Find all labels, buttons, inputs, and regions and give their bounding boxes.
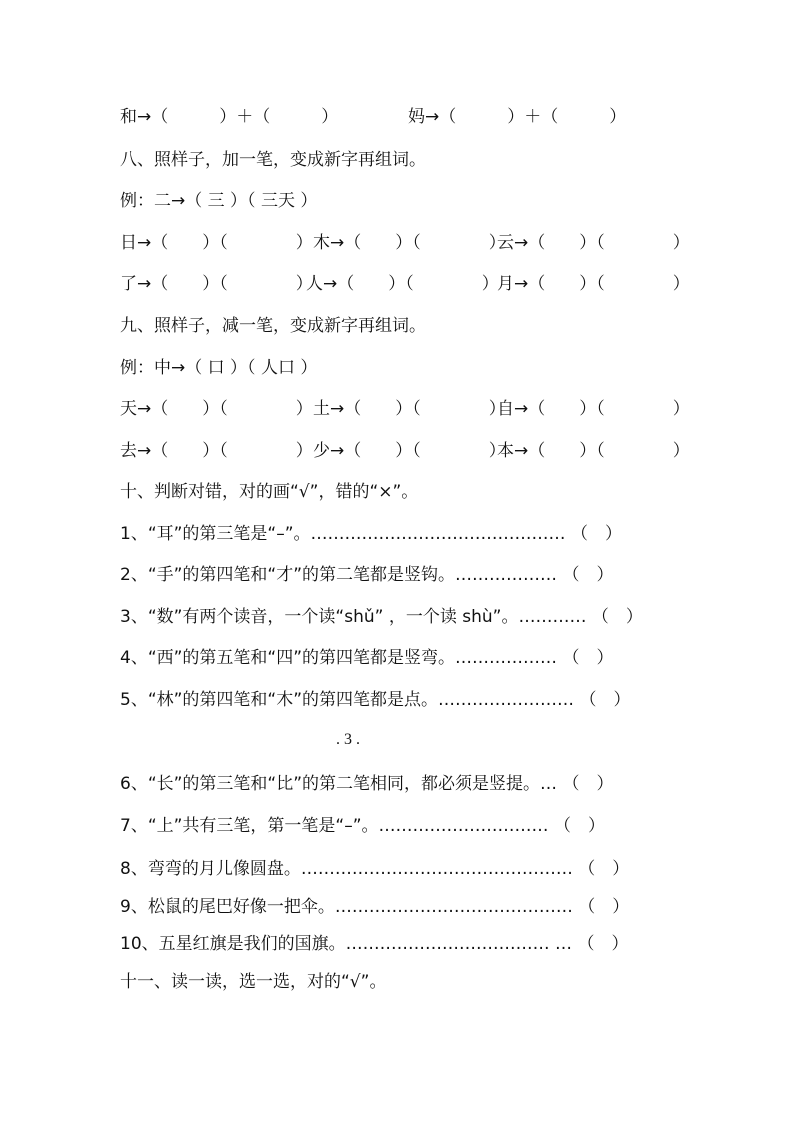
section-11-heading: 十一、读一读，选一选，对的“√”。 <box>120 972 387 992</box>
true-false-item: 8、弯弯的月儿像圆盘。………………………………………… （ ） <box>120 859 630 879</box>
true-false-item: 7、“上”共有三笔，第一笔是“–”。………………………… （ ） <box>120 816 605 836</box>
section-8-heading: 八、照样子，加一笔，变成新字再组词。 <box>120 150 426 170</box>
section-8-example: 例：二→（ 三 ）（ 三天 ） <box>120 191 318 211</box>
remove-stroke-item-qu: 去→（ ）（ ） <box>120 441 313 461</box>
remove-stroke-item-shao: 少→（ ）（ ） <box>313 441 506 461</box>
true-false-item: 4、“西”的第五笔和“四”的第四笔都是竖弯。……………… （ ） <box>120 648 614 668</box>
remove-stroke-item-tian: 天→（ ）（ ） <box>120 399 313 419</box>
add-stroke-item-le: 了→（ ）（ ） <box>120 274 313 294</box>
decompose-row-he: 和→（ ）＋（ ） <box>120 107 339 127</box>
true-false-item: 2、“手”的第四笔和“才”的第二笔都是竖钩。……………… （ ） <box>120 565 614 585</box>
section-9-example: 例：中→（ 口 ）（ 人口 ） <box>120 358 318 378</box>
true-false-item: 10、五星红旗是我们的国旗。……………………………… … （ ） <box>120 934 629 954</box>
decompose-row-ma: 妈→（ ）＋（ ） <box>408 107 627 127</box>
true-false-item: 5、“林”的第四笔和“木”的第四笔都是点。…………………… （ ） <box>120 690 631 710</box>
remove-stroke-item-zi: 自→（ ）（ ） <box>497 399 690 419</box>
page-number: . 3 . <box>336 731 360 748</box>
remove-stroke-item-tu: 土→（ ）（ ） <box>313 399 506 419</box>
add-stroke-item-yue: 月→（ ）（ ） <box>497 274 690 294</box>
true-false-item: 9、松鼠的尾巴好像一把伞。…………………………………… （ ） <box>120 897 630 917</box>
add-stroke-item-ren: 人→（ ）（ ） <box>306 274 499 294</box>
true-false-item: 6、“长”的第三笔和“比”的第二笔相同，都必须是竖提。… （ ） <box>120 774 614 794</box>
true-false-item: 1、“耳”的第三笔是“–”。……………………………………… （ ） <box>120 524 622 544</box>
add-stroke-item-ri: 日→（ ）（ ） <box>120 233 313 253</box>
remove-stroke-item-ben: 本→（ ）（ ） <box>497 441 690 461</box>
add-stroke-item-mu: 木→（ ）（ ） <box>313 233 506 253</box>
section-9-heading: 九、照样子，减一笔，变成新字再组词。 <box>120 316 426 336</box>
section-10-heading: 十、判断对错，对的画“√”，错的“×”。 <box>120 482 419 502</box>
true-false-item: 3、“数”有两个读音，一个读“shǔ” ，一个读 shù”。………… （ ） <box>120 607 643 627</box>
add-stroke-item-yun: 云→（ ）（ ） <box>497 233 690 253</box>
